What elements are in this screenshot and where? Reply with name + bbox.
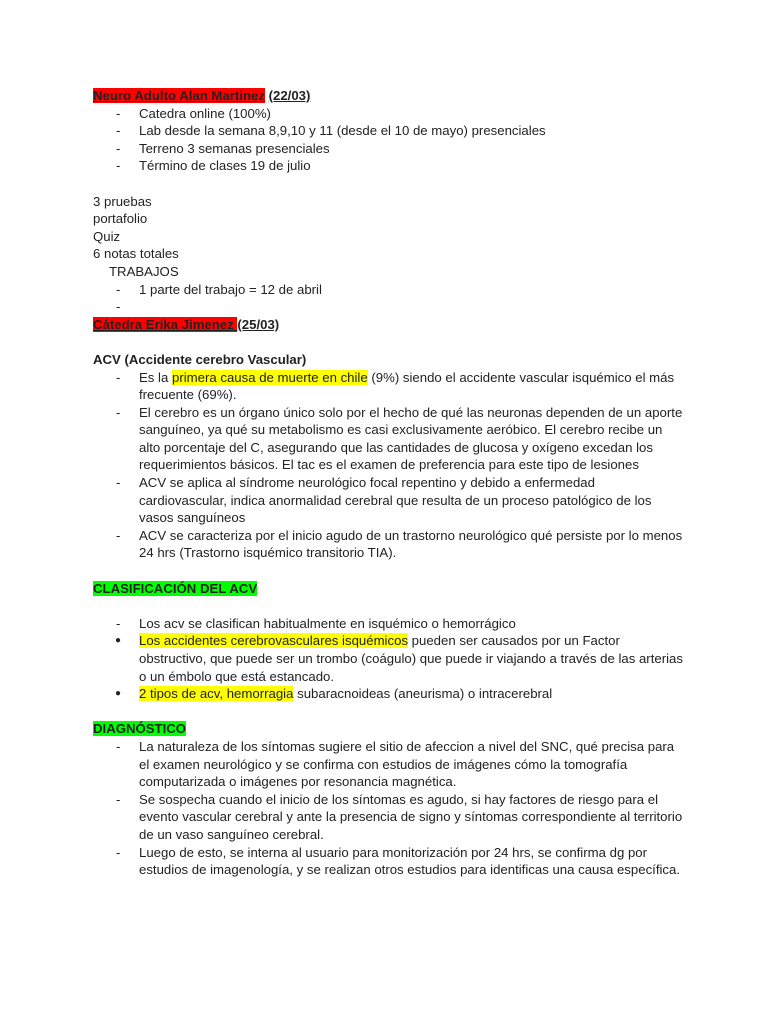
header-title: Neuro Adulto Alan Martinez (93, 88, 265, 103)
spacer (93, 562, 683, 580)
highlight-text: primera causa de muerte en chile (171, 369, 368, 385)
eval-line: Quiz (93, 228, 121, 244)
header-date: (22/03) (268, 88, 311, 103)
list-item: - Lab desde la semana 8,9,10 y 11 (desde el 10 de mayo) presenciales (93, 122, 683, 140)
item-text: subaracnoideas (aneurisma) o intracerebral (293, 686, 553, 702)
list-item: - Término de clases 19 de julio (93, 157, 683, 175)
eval-line: 6 notas totales (93, 246, 179, 262)
list-item: - La naturaleza de los síntomas sugiere el sitio de afeccion a nivel del SNC, qué precisa para el examen neurológico y se confirma con estudios de imágenes cómo la tomografía computarizada o imágenes por resonancia magnética. (93, 738, 683, 791)
acv-list (93, 369, 683, 563)
clasificacion-bullet-list (93, 632, 683, 702)
highlight-text: 2 tipos de acv, hemorragia (139, 686, 294, 702)
document-page (93, 87, 683, 879)
list-item: - Catedra online (100%) (93, 105, 683, 123)
acv-title: ACV (Accidente cerebro Vascular) (93, 351, 307, 367)
course-info-list (93, 105, 683, 175)
eval-line: 3 pruebas (93, 193, 152, 209)
clasificacion-title (93, 580, 683, 598)
spacer (93, 703, 683, 721)
diagnostico-title (93, 720, 683, 738)
clasificacion-dash-list (93, 615, 683, 633)
item-text: pueden ser causados por un Factor obstructivo, que puede ser un trombo (coágulo) que puede ir viajando a través de las arterias o un émbolo que está estancado. (139, 633, 683, 684)
trabajos-label: TRABAJOS (109, 263, 179, 279)
list-item: - ACV se caracteriza por el inicio agudo de un trastorno neurológico qué persiste por lo menos 24 hrs (Trastorno isquémico transitorio TIA). (93, 527, 683, 562)
list-item (93, 369, 683, 404)
header-date: (25/03) (237, 316, 280, 332)
highlight-text: Los accidentes cerebrovasculares isquémicos (139, 633, 409, 649)
list-item (93, 685, 683, 703)
list-item: - 1 parte del trabajo = 12 de abril (93, 281, 683, 299)
spacer (93, 597, 683, 615)
trabajos-list (93, 281, 683, 316)
diagnostico-list (93, 738, 683, 879)
item-text: (9%) siendo el accidente vascular isquémico el más frecuente (69%). (139, 369, 675, 403)
list-item: - Terreno 3 semanas presenciales (93, 140, 683, 158)
spacer (93, 333, 683, 351)
list-item (93, 298, 683, 316)
section-title: DIAGNÓSTICO (93, 721, 187, 737)
list-item: - Luego de esto, se interna al usuario para monitorización por 24 hrs, se confirma dg por estudios de imagenología, y se realizan otros estudios para identificas una causa específica. (93, 844, 683, 879)
header-title: Cátedra Erika Jimenez (93, 316, 238, 332)
list-item: - Se sospecha cuando el inicio de los síntomas es agudo, si hay factores de riesgo para el evento vascular cerebral y ante la presencia de signo y síntomas correspondiente al territorio de un vaso sanguíneo cerebral. (93, 791, 683, 844)
list-item: - El cerebro es un órgano único solo por el hecho de qué las neuronas dependen de un aporte sanguíneo, ya qué su metabolismo es casi exclusivamente aeróbico. El cerebro recibe un alto porcentaje del C, asegurando que las cantidades de glucosa y oxígeno excedan los requerimientos básicos. El tac es el examen de preferencia para este tipo de lesiones (93, 404, 683, 474)
eval-line: portafolio (93, 211, 148, 227)
item-prefix: Es la (139, 369, 172, 385)
list-item (93, 632, 683, 685)
spacer (93, 175, 683, 193)
list-item: - Los acv se clasifican habitualmente en isquémico o hemorrágico (93, 615, 683, 633)
section-title: CLASIFICACIÓN DEL ACV (93, 580, 258, 596)
section-header-catedra (93, 316, 683, 334)
list-item: - ACV se aplica al síndrome neurológico focal repentino y debido a enfermedad cardiovascular, indica anormalidad cerebral que resulta de un proceso patológico de los vasos sanguíneos (93, 474, 683, 527)
section-header-neuro (93, 87, 683, 105)
